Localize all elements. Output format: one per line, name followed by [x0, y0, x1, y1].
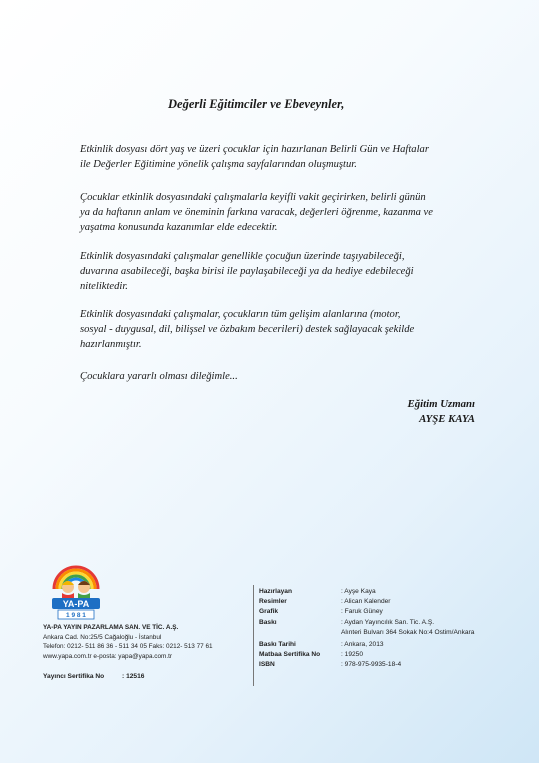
signature-name: AYŞE KAYA	[419, 413, 475, 425]
publisher-phones: Telefon: 0212- 511 86 36 - 511 34 05 Faks: 0212- 513 77 61	[43, 643, 213, 650]
paragraph-line: Çocuklara yararlı olması dileğimle...	[80, 371, 238, 382]
credit-label: Baskı Tarihi	[259, 640, 296, 648]
paragraph-2	[80, 190, 475, 235]
credit-label: Resimler	[259, 598, 287, 606]
credit-value: : Aydan Yayıncılık San. Tic. A.Ş.	[341, 618, 435, 626]
paragraph-line: ya da haftanın anlam ve öneminin farkına varacak, değerleri öğrenme, kazanma ve	[80, 207, 433, 218]
paragraph-line: hazırlanmıştır.	[80, 339, 142, 350]
credit-value: Alınteri Bulvarı 364 Sokak No:4 Ostim/Ankara	[341, 628, 475, 636]
paragraph-3	[80, 249, 475, 294]
credit-value: : Ayşe Kaya	[341, 588, 376, 595]
credit-label: Baskı	[259, 618, 277, 626]
credit-value: : Alican Kalender	[341, 598, 391, 606]
paragraph-line: niteliktedir.	[80, 281, 128, 292]
credit-label: Hazırlayan	[259, 588, 292, 595]
paragraph-line: Etkinlik dosyasındaki çalışmalar, çocukların tüm gelişim alanlarına (motor,	[80, 309, 401, 320]
credit-label: ISBN	[259, 661, 275, 669]
paragraph-line: ile Değerler Eğitimine yönelik çalışma sayfalarından oluşmuştur.	[80, 159, 357, 170]
credit-label: Matbaa Sertifika No	[259, 651, 321, 659]
paragraph-5	[80, 369, 475, 384]
certificate-label: Yayıncı Sertifika No	[43, 673, 105, 680]
publisher-web: www.yapa.com.tr e-posta: yapa@yapa.com.tr	[43, 652, 173, 660]
credit-value: : 19250	[341, 651, 363, 659]
publisher-info	[43, 623, 213, 661]
publisher-address: Ankara Cad. No:25/5 Cağaloğlu - İstanbul	[43, 633, 162, 641]
certificate-value: : 12516	[122, 673, 145, 680]
credit-label: Grafik	[259, 608, 279, 616]
paragraph-line: Çocuklar etkinlik dosyasındaki çalışmalarla keyifli vakit geçirirken, belirli günün	[80, 192, 426, 203]
publisher-certificate	[43, 673, 144, 680]
logo-text: YA-PA	[62, 599, 90, 609]
paragraph-4	[80, 307, 475, 352]
logo-year: 1 9 8 1	[66, 612, 86, 619]
paragraph-line: Etkinlik dosyasındaki çalışmalar genellikle çocuğun üzerinde taşıyabileceği,	[80, 251, 405, 262]
publisher-logo	[48, 553, 104, 623]
divider	[253, 585, 254, 686]
signature-title: Eğitim Uzmanı	[407, 398, 475, 410]
paragraph-line: sosyal - duygusal, dil, bilişsel ve özbakım becerileri) destek sağlayacak şekilde	[80, 324, 415, 335]
paragraph-line: duvarına asabileceği, başka birisi ile paylaşabileceği ya da hediye edebileceği	[80, 266, 414, 277]
paragraph-line: yaşatma konusunda kazanımlar elde edecektir.	[80, 222, 278, 233]
greeting: Değerli Eğitimciler ve Ebeveynler,	[168, 97, 345, 111]
paragraph-line: Etkinlik dosyası dört yaş ve üzeri çocuklar için hazırlanan Belirli Gün ve Haftalar	[80, 144, 429, 155]
credit-value: : Faruk Güney	[341, 608, 383, 616]
publisher-name: YA-PA YAYIN PAZARLAMA SAN. VE TİC. A.Ş.	[43, 624, 179, 631]
credit-value: : Ankara, 2013	[341, 640, 384, 648]
paragraph-1	[80, 142, 475, 172]
credit-value: : 978-975-9935-18-4	[341, 661, 402, 669]
